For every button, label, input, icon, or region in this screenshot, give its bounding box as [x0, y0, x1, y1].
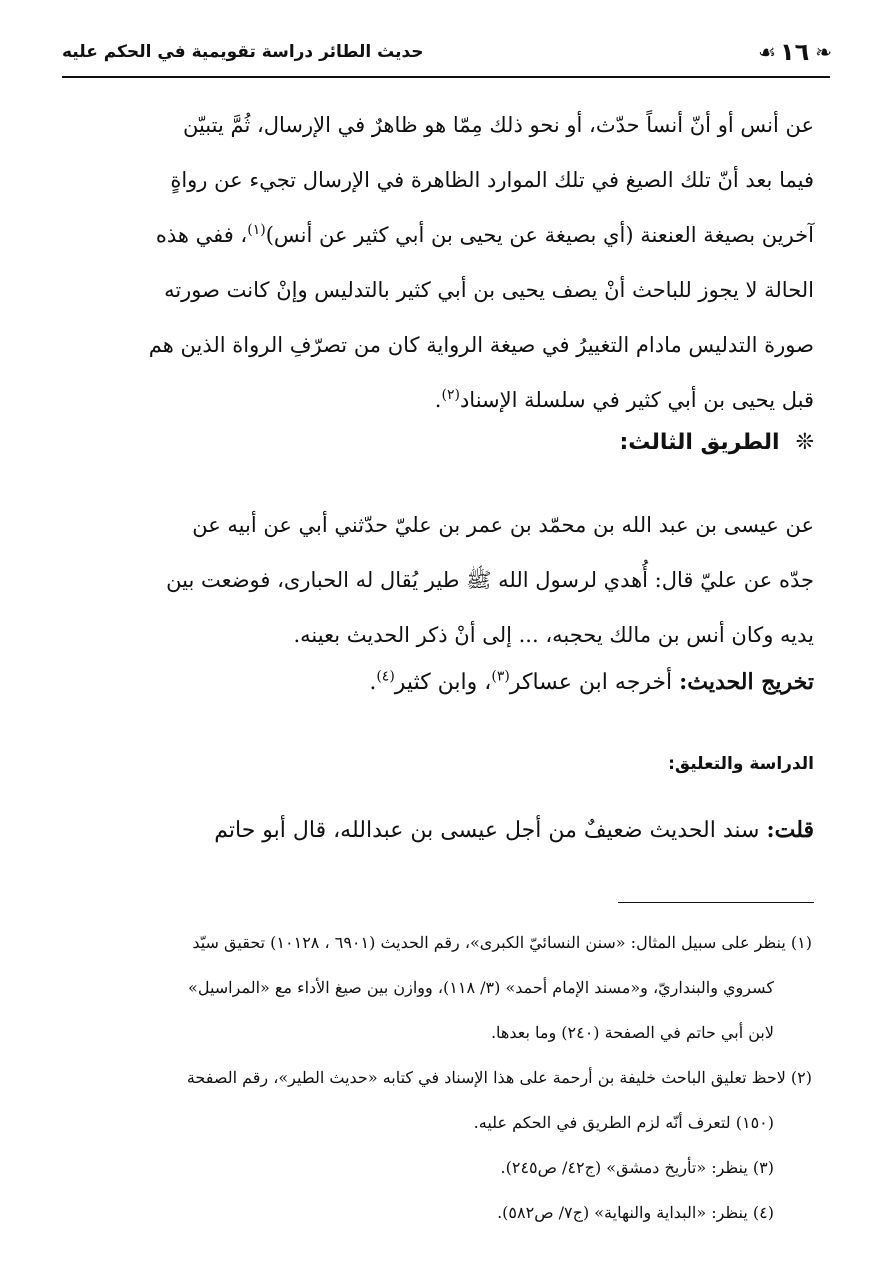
footnote-ref-3[interactable]: (٣) [491, 668, 510, 685]
paragraph-1 [78, 98, 814, 428]
running-title: حديث الطائر دراسة تقويمية في الحكم عليه [62, 41, 424, 62]
section-heading [620, 430, 815, 455]
para1-line-6-tail: . [434, 388, 442, 412]
star-bullet-icon: ❊ [795, 430, 814, 455]
takhrij-label: تخريج الحديث: [679, 669, 814, 695]
footnote-ref-2[interactable]: (٢) [441, 387, 460, 403]
footnote-1-line-1: (١) ينظر على سبيل المثال: «سنن النسائيّ الكبرى»، رقم الحديث (٦٩٠١ ، ١٠١٢٨) تحقيق سيّد [192, 933, 812, 952]
paragraph-2 [78, 498, 814, 663]
paragraph-3 [214, 808, 814, 853]
para3-label: قلت: [766, 817, 814, 843]
para2-line-3: يديه وكان أنس بن مالك يحجبه، ... إلى أنْ ذكر الحديث بعينه. [293, 623, 814, 647]
para1-line-6-text: قبل يحيى بن أبي كثير في سلسلة الإسناد [459, 388, 814, 412]
section-heading-text: الطريق الثالث: [619, 430, 780, 455]
para1-line-5: صورة التدليس مادام التغييرُ في صيغة الرواية كان من تصرّفِ الرواة الذين هم [148, 333, 814, 357]
page-number: ١٦ [779, 38, 810, 66]
takhrij-text-a: أخرجه ابن عساكر [509, 670, 680, 695]
para2-line-2: جدّه عن عليّ قال: أُهدي لرسول الله ﷺ طير يُقال له الحبارى، فوضعت بين [166, 568, 814, 592]
para1-line-6 [78, 373, 814, 428]
header-rule [62, 76, 830, 78]
footnote-rule [618, 902, 814, 903]
footnote-1-line-3: لابن أبي حاتم في الصفحة (٢٤٠) وما بعدها. [490, 1023, 774, 1042]
footnote-ref-4[interactable]: (٤) [376, 668, 395, 685]
para2-line-1: عن عيسى بن عبد الله بن محمّد بن عمر بن عليّ حدّثني أبي عن أبيه عن [192, 513, 814, 537]
page-number-block [758, 40, 830, 64]
footnote-1-line-2: كسروي والبنداريّ، و«مسند الإمام أحمد» (٣/ ١١٨)، ووازن بين صيغ الأداء مع «المراسيل» [188, 978, 774, 997]
para1-line-2: فيما بعد أنّ تلك الصيغ في تلك الموارد الظاهرة في الإرسال تجيء عن رواةٍ [170, 168, 814, 192]
para3-text: سند الحديث ضعيفٌ من أجل عيسى بن عبدالله، قال أبو حاتم [214, 818, 767, 843]
ornament-left-icon: ☙ [758, 40, 774, 64]
footnote-3: (٣) ينظر: «تأريخ دمشق» (ج٤٢/ ص٢٤٥). [500, 1158, 774, 1177]
study-heading: الدراسة والتعليق: [668, 754, 814, 774]
para1-line-3-tail: ، ففي هذه [155, 223, 248, 247]
para1-line-1: عن أنس أو أنّ أنساً حدّث، أو نحو ذلك مِمّا هو ظاهرٌ في الإرسال، ثُمَّ يتبيّن [182, 113, 814, 137]
para1-line-4: الحالة لا يجوز للباحث أنْ يصف يحيى بن أبي كثير بالتدليس وإنْ كانت صورته [164, 278, 814, 302]
para1-line-3-text: آخرين بصيغة العنعنة (أي بصيغة عن يحيى بن أبي كثير عن أنس) [265, 223, 814, 247]
footnote-ref-1[interactable]: (١) [247, 222, 266, 238]
footnotes [78, 920, 812, 1235]
running-header [62, 34, 830, 70]
footnote-2-line-1: (٢) لاحظ تعليق الباحث خليفة بن أرحمة على هذا الإسناد في كتابه «حديث الطير»، رقم الصفحة [186, 1068, 812, 1087]
takhrij-text-c: . [369, 670, 377, 695]
takhrij-text-b: ، وابن كثير [394, 670, 492, 695]
para1-line-3 [78, 208, 814, 263]
footnote-2-line-2: (١٥٠) لتعرف أنّه لزم الطريق في الحكم عليه. [473, 1113, 774, 1132]
footnote-4: (٤) ينظر: «البداية والنهاية» (ج٧/ ص٥٨٢). [497, 1203, 774, 1222]
takhrij-line [369, 660, 814, 705]
ornament-right-icon: ❧ [815, 40, 830, 64]
